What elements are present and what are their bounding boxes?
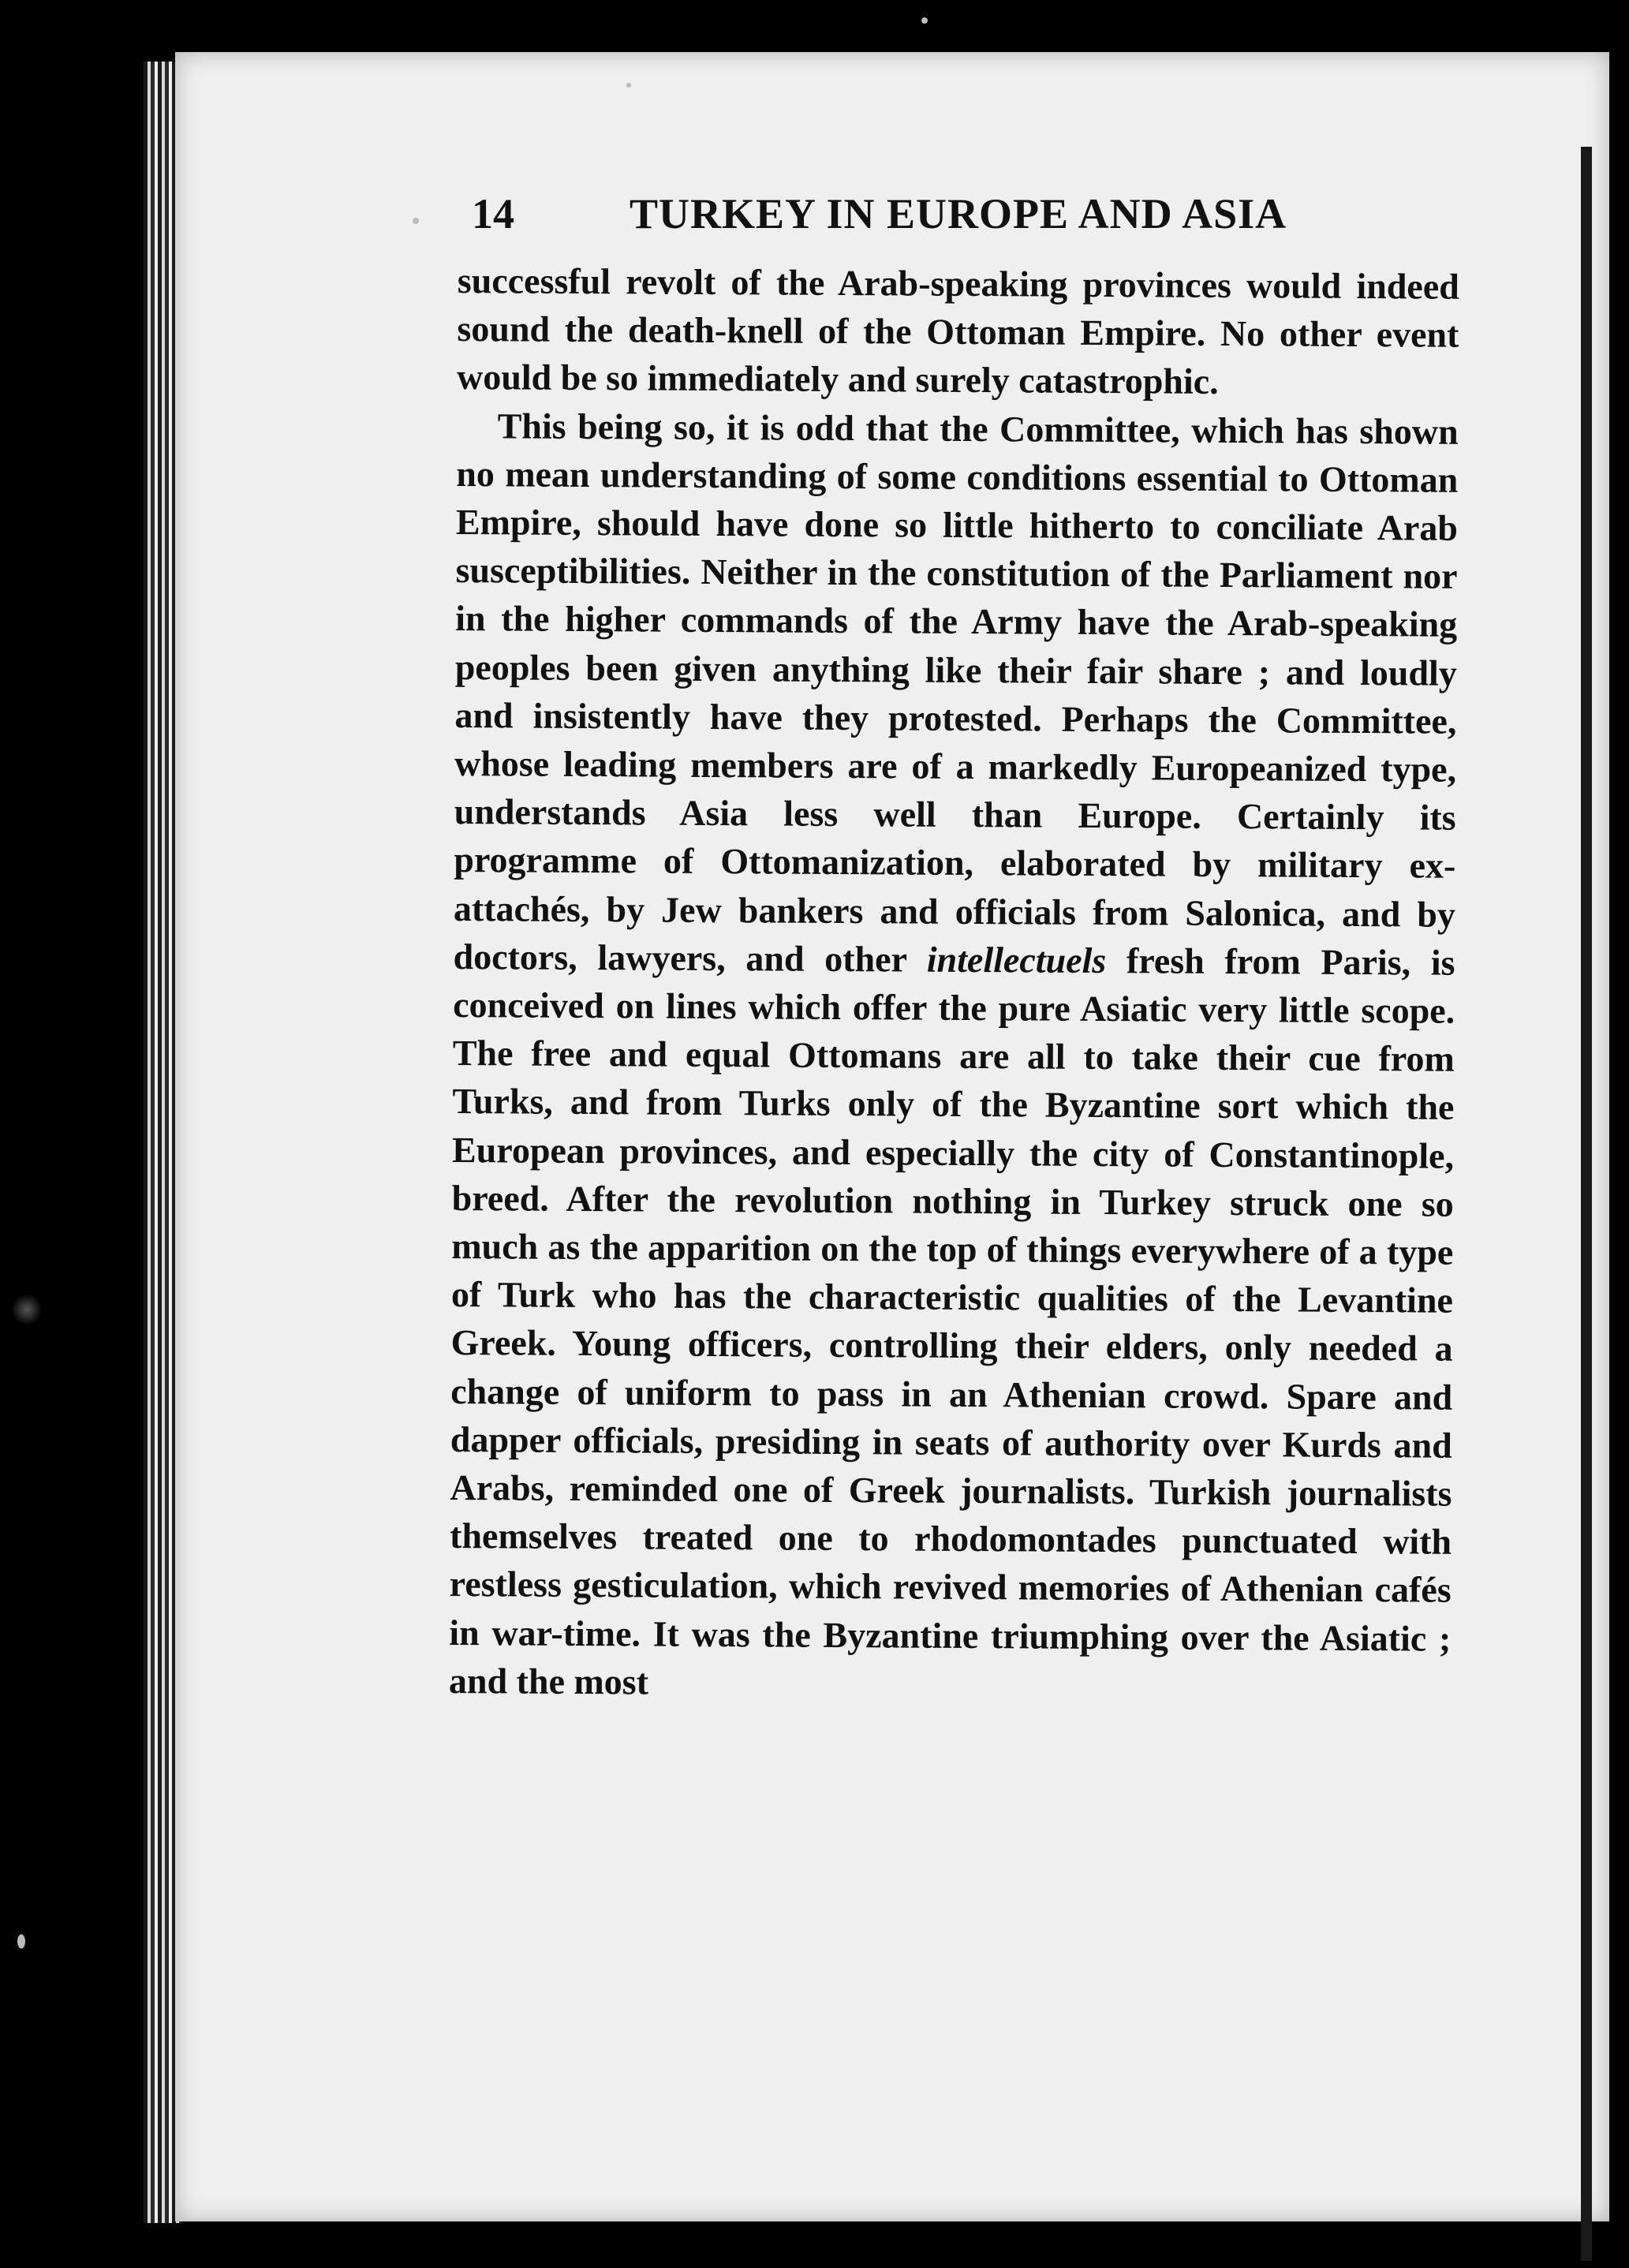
page-number: 14: [472, 190, 514, 237]
paragraph-2-italic-term: intellectuels: [926, 939, 1107, 981]
scan-speck: [626, 83, 631, 88]
scan-speck: [921, 17, 928, 24]
paragraph-2: [449, 402, 1459, 1711]
scan-speck: [17, 1934, 25, 1949]
scan-smudge: [11, 1294, 43, 1325]
paragraph-2-text-b: fresh from Paris, is conceived on lines which offer the pure Asiatic very little scope. The free and equal Ottomans are all to take their cue from Turks, and from Turks only of the Byzantine sort which the European provinces, and especially the city of Constantinople, breed. After the revolution nothing in Turkey struck one so much as the apparition on the top of things everywhere of a type of Turk who has the characteristic qualities of the Levantine Greek. Young officers, controlling their elders, only needed a change of uniform to pass in an Athenian crowd. Spare and dapper officials, presiding in seats of authority over Kurds and Arabs, reminded one of Greek journalists. Turkish journalists themselves treated one to rhodomontades punctuated with restless gesticulation, which revived memories of Athenian cafés in war-time. It was the Byzantine triumphing over the Asiatic ; and the most: [448, 940, 1455, 1702]
scan-speck: [413, 218, 419, 224]
paragraph-2-text-a: This being so, it is odd that the Committee, which has shown no mean understanding of some conditions essential to Ottoman Empire, should have done so little hitherto to conciliate Arab susceptibilities. Neither in the constitution of the Parliament nor in the higher commands of the Army have the Arab-speaking peoples been given anything like their fair share ; and loudly and insistently have they protested. Perhaps the Committee, whose leading members are of a markedly Europeanized type, understands Asia less well than Europe. Certainly its programme of Ottomanization, elaborated by military ex-attachés, by Jew bankers and officials from Salonica, and by doctors, lawyers, and other: [453, 405, 1459, 980]
body-text: [447, 256, 1459, 1935]
page-header: [472, 189, 1316, 252]
paragraph-1: successful revolt of the Arab-speaking provinces would indeed sound the death-knell of the Ottoman Empire. No other event would be so immediately and surely catastrophic.: [456, 260, 1459, 402]
page-right-shadow: [1581, 147, 1592, 2261]
running-head: TURKEY IN EUROPE AND ASIA: [630, 190, 1287, 237]
